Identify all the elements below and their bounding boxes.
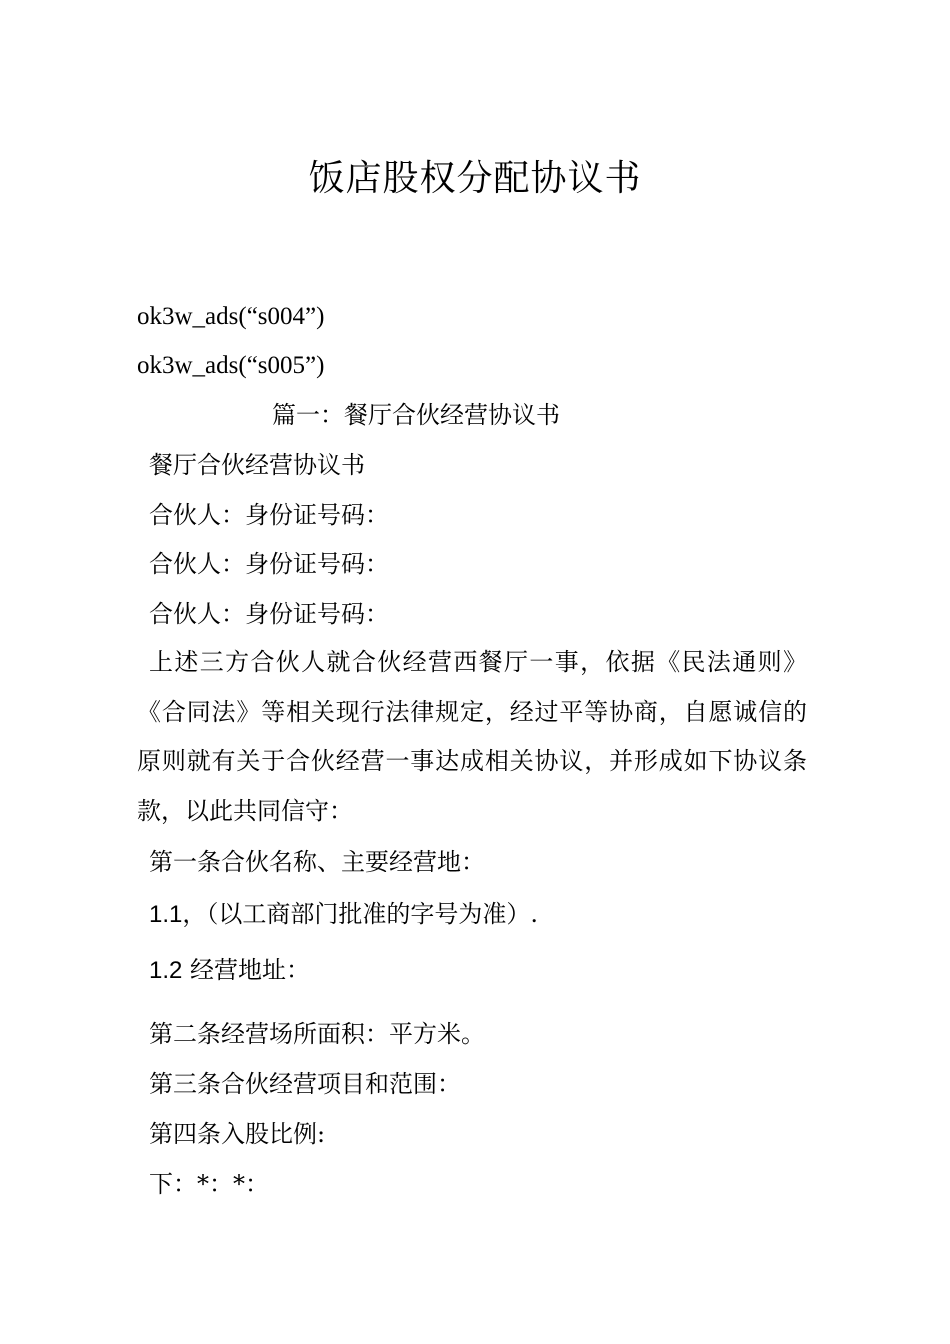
section-heading: 篇一：餐厅合伙经营协议书 xyxy=(272,401,560,429)
partner-line-1: 合伙人：身份证号码： xyxy=(149,501,389,529)
clause-1-2-text: 经营地址： xyxy=(182,956,311,984)
clause-1-2 xyxy=(149,955,310,986)
ads-line-1: ok3w_ads(“s004”) xyxy=(137,303,325,330)
partner-line-2: 合伙人：身份证号码： xyxy=(149,550,389,578)
ads-line-2: ok3w_ads(“s005”) xyxy=(137,352,325,379)
clause-1-1 xyxy=(149,899,538,930)
article-3: 第三条合伙经营项目和范围： xyxy=(149,1070,461,1098)
article-1: 第一条合伙名称、主要经营地： xyxy=(149,848,485,876)
clause-1-2-number: 1.2 xyxy=(149,957,183,984)
sub-title: 餐厅合伙经营协议书 xyxy=(149,451,365,479)
intro-paragraph: 上述三方合伙人就合伙经营西餐厅一事，依据《民法通则》《合同法》等相关现行法律规定，经过平等协商，自愿诚信的原则就有关于合伙经营一事达成相关协议，并形成如下协议条款，以此共同信守： xyxy=(137,648,807,825)
document-title: 饭店股权分配协议书 xyxy=(308,158,642,199)
article-4: 第四条入股比例: xyxy=(149,1120,326,1148)
partner-line-3: 合伙人：身份证号码： xyxy=(149,600,389,628)
clause-1-1-number: 1.1 xyxy=(149,901,183,928)
last-line: 下：*：*： xyxy=(149,1170,269,1198)
clause-1-1-text: ，（以工商部门批准的字号为准）. xyxy=(182,900,539,928)
article-2: 第二条经营场所面积：平方米。 xyxy=(149,1020,485,1048)
